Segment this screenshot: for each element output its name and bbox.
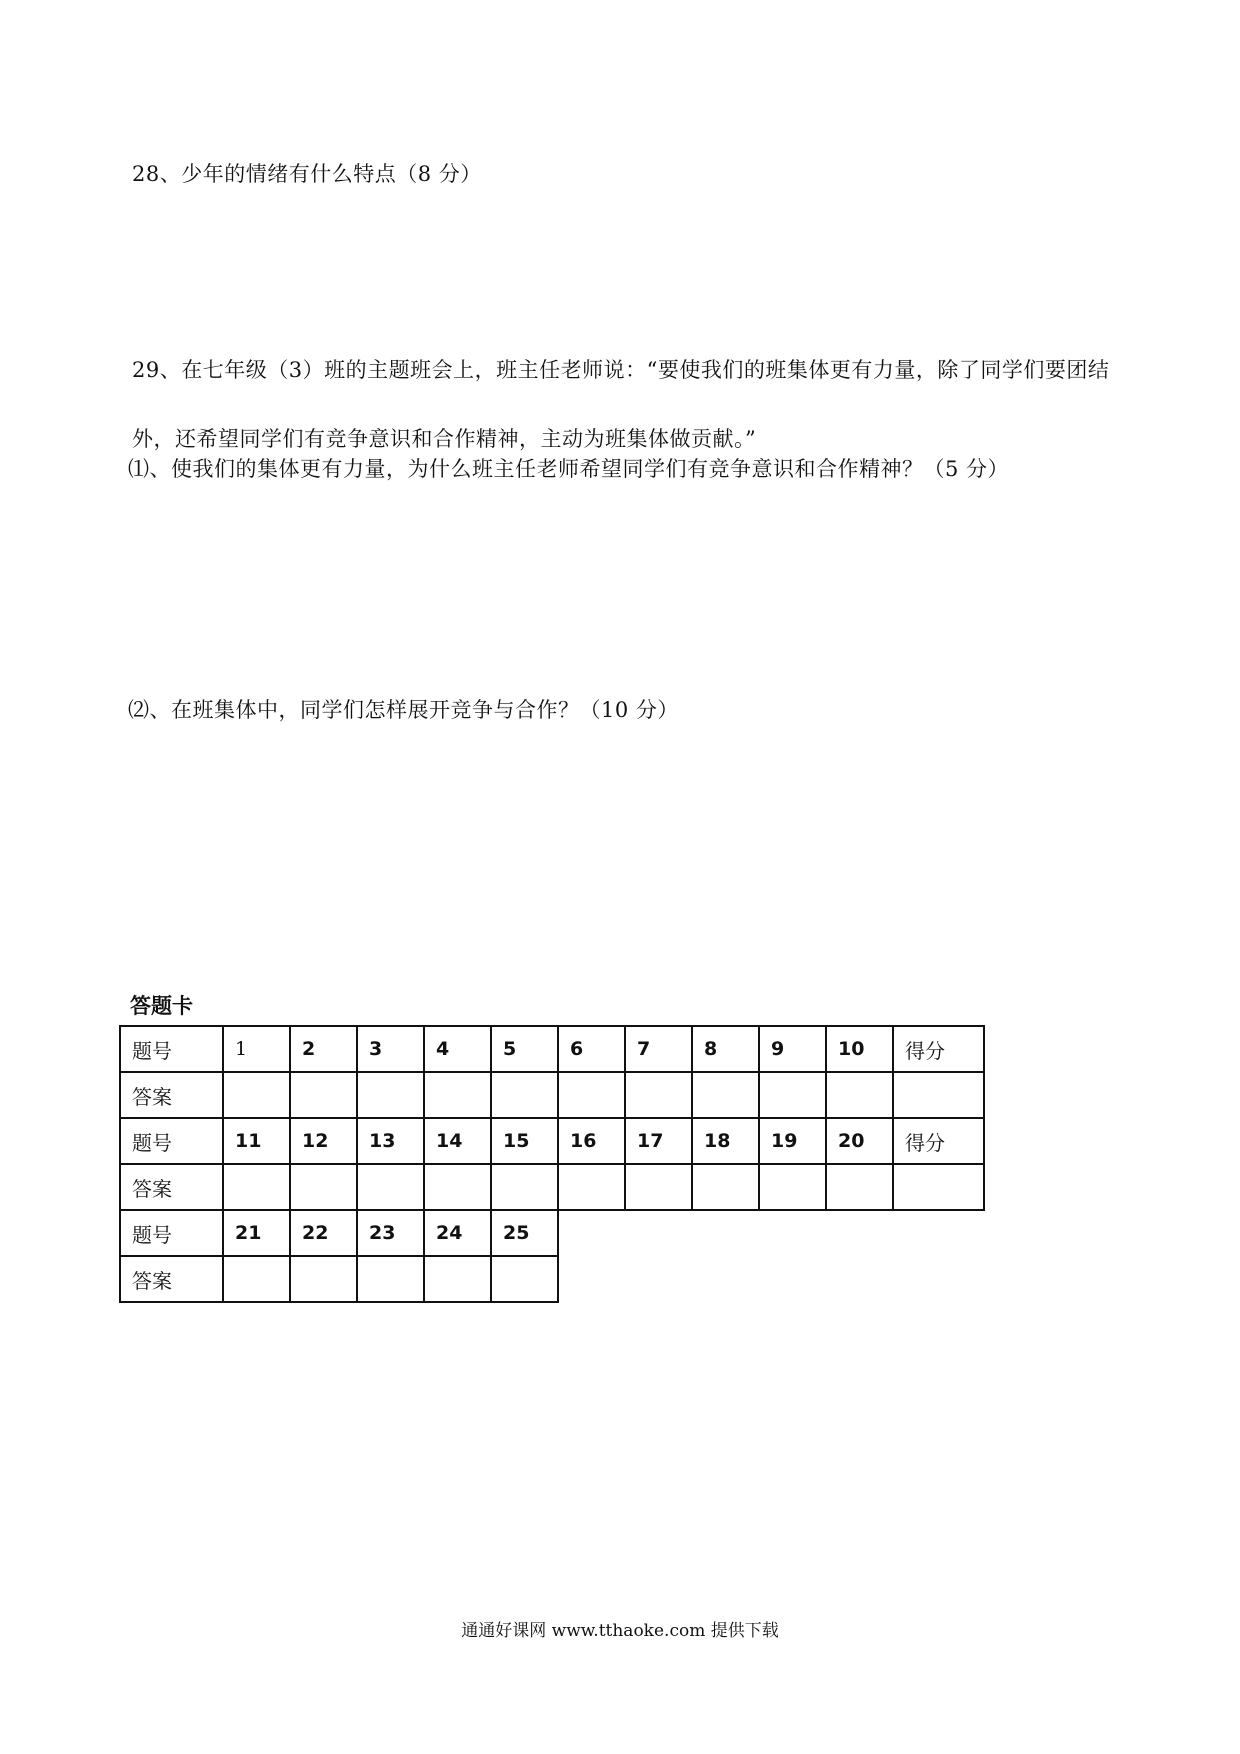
table-blank-area	[558, 1210, 984, 1256]
score-cell[interactable]	[893, 1072, 984, 1118]
question-number-cell: 1	[223, 1026, 290, 1072]
question-29-line-1: 29、在七年级（3）班的主题班会上，班主任老师说：“要使我们的班集体更有力量，除了同学们要团结	[132, 358, 1110, 382]
answer-cell[interactable]	[759, 1072, 826, 1118]
answer-cell[interactable]	[625, 1164, 692, 1210]
question-number-cell: 4	[424, 1026, 491, 1072]
answer-cell[interactable]	[558, 1072, 625, 1118]
score-label: 得分	[893, 1026, 984, 1072]
question-number-cell: 7	[625, 1026, 692, 1072]
answer-cell[interactable]	[491, 1072, 558, 1118]
answer-cell[interactable]	[223, 1164, 290, 1210]
question-29-sub-1: ⑴、使我们的集体更有力量，为什么班主任老师希望同学们有竞争意识和合作精神？（5 分）	[128, 457, 1010, 481]
answer-card-title: 答题卡	[130, 994, 193, 1018]
answer-label: 答案	[120, 1072, 223, 1118]
answer-cell[interactable]	[692, 1164, 759, 1210]
question-number-cell: 22	[290, 1210, 357, 1256]
question-number-cell: 5	[491, 1026, 558, 1072]
question-number-cell: 9	[759, 1026, 826, 1072]
table-row-question-numbers-2	[120, 1118, 984, 1164]
question-number-cell: 21	[223, 1210, 290, 1256]
answer-cell[interactable]	[826, 1164, 893, 1210]
answer-cell[interactable]	[223, 1256, 290, 1302]
answer-cell[interactable]	[826, 1072, 893, 1118]
score-cell[interactable]	[893, 1164, 984, 1210]
answer-cell[interactable]	[491, 1256, 558, 1302]
question-number-cell: 16	[558, 1118, 625, 1164]
answer-cell[interactable]	[759, 1164, 826, 1210]
answer-cell[interactable]	[491, 1164, 558, 1210]
answer-card-table	[119, 1025, 985, 1303]
question-number-label: 题号	[120, 1026, 223, 1072]
table-row-answers-3	[120, 1256, 984, 1302]
question-number-cell: 15	[491, 1118, 558, 1164]
answer-label: 答案	[120, 1164, 223, 1210]
question-number-cell: 24	[424, 1210, 491, 1256]
question-number-cell: 3	[357, 1026, 424, 1072]
question-number-cell: 13	[357, 1118, 424, 1164]
answer-cell[interactable]	[357, 1256, 424, 1302]
answer-cell[interactable]	[357, 1164, 424, 1210]
answer-cell[interactable]	[290, 1164, 357, 1210]
question-number-cell: 20	[826, 1118, 893, 1164]
question-number-cell: 17	[625, 1118, 692, 1164]
answer-cell[interactable]	[424, 1164, 491, 1210]
answer-cell[interactable]	[625, 1072, 692, 1118]
question-28: 28、少年的情绪有什么特点（8 分）	[132, 162, 482, 186]
score-label: 得分	[893, 1118, 984, 1164]
question-29-sub-2: ⑵、在班集体中，同学们怎样展开竞争与合作？（10 分）	[128, 698, 679, 722]
answer-cell[interactable]	[692, 1072, 759, 1118]
answer-cell[interactable]	[424, 1256, 491, 1302]
table-row-answers-2	[120, 1164, 984, 1210]
answer-cell[interactable]	[424, 1072, 491, 1118]
question-number-cell: 10	[826, 1026, 893, 1072]
question-number-label: 题号	[120, 1210, 223, 1256]
page-footer: 通通好课网 www.tthaoke.com 提供下载	[461, 1621, 779, 1641]
answer-label: 答案	[120, 1256, 223, 1302]
table-blank-area	[558, 1256, 984, 1302]
question-number-cell: 19	[759, 1118, 826, 1164]
question-number-cell: 11	[223, 1118, 290, 1164]
answer-cell[interactable]	[223, 1072, 290, 1118]
question-number-cell: 8	[692, 1026, 759, 1072]
table-row-question-numbers-1	[120, 1026, 984, 1072]
table-row-answers-1	[120, 1072, 984, 1118]
answer-cell[interactable]	[290, 1256, 357, 1302]
question-number-cell: 2	[290, 1026, 357, 1072]
question-number-cell: 23	[357, 1210, 424, 1256]
question-number-cell: 6	[558, 1026, 625, 1072]
question-number-label: 题号	[120, 1118, 223, 1164]
answer-cell[interactable]	[357, 1072, 424, 1118]
question-29-line-2: 外，还希望同学们有竞争意识和合作精神，主动为班集体做贡献。”	[132, 427, 757, 451]
table-row-question-numbers-3	[120, 1210, 984, 1256]
answer-cell[interactable]	[558, 1164, 625, 1210]
question-number-cell: 25	[491, 1210, 558, 1256]
question-number-cell: 14	[424, 1118, 491, 1164]
question-number-cell: 12	[290, 1118, 357, 1164]
answer-cell[interactable]	[290, 1072, 357, 1118]
question-number-cell: 18	[692, 1118, 759, 1164]
